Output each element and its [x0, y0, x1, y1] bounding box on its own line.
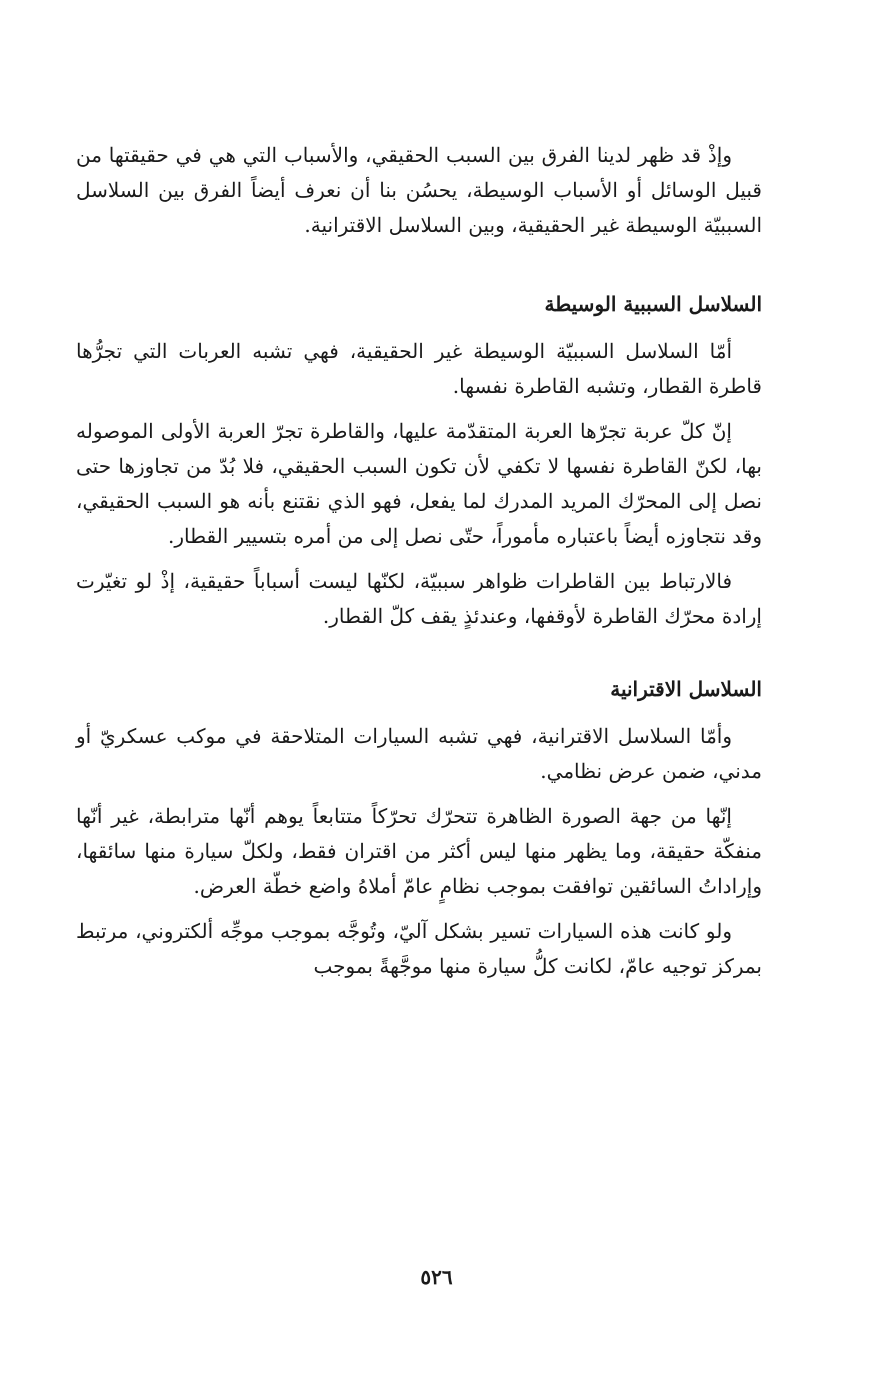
paragraph: إنّ كلّ عربة تجرّها العربة المتقدّمة عليها، والقاطرة تجرّ العربة الأولى الموصوله بها، لكنّ القاطرة نفسها لا تكفي لأن تكون السبب الحقيقي، فلا بُدّ من تجاوزها حتى نصل إلى المحرّك المريد المدرك لما يفعل، فهو الذي نقتنع بأنه هو السبب الحقيقي، وقد نتجاوزه أيضاً باعتباره مأموراً، حتّى نصل إلى من أمره بتسيير القطار. [76, 419, 762, 548]
section-heading-associative-chains: السلاسل الاقترانية [610, 677, 762, 701]
paragraph: ولو كانت هذه السيارات تسير بشكل آليّ، وتُوجَّه بموجب موجِّه ألكتروني، مرتبط بمركز توجيه عامّ، لكانت كلُّ سيارة منها موجَّهةً بموجب [76, 919, 762, 978]
paragraph: أمّا السلاسل السببيّة الوسيطة غير الحقيقية، فهي تشبه العربات التي تجرُّها قاطرة القطار، وتشبه القاطرة نفسها. [76, 339, 762, 398]
section-heading-intermediate-causal-chains: السلاسل السببية الوسيطة [544, 292, 762, 316]
intro-paragraph: وإذْ قد ظهر لدينا الفرق بين السبب الحقيقي، والأسباب التي هي في حقيقتها من قبيل الوسائل أو الأسباب الوسيطة، يحسُن بنا أن نعرف أيضاً الفرق بين السلاسل السببيّة الوسيطة غير الحقيقية، وبين السلاسل الاقترانية. [76, 143, 762, 237]
paragraph: فالارتباط بين القاطرات ظواهر سببيّة، لكنّها ليست أسباباً حقيقية، إذْ لو تغيّرت إرادة محرّك القاطرة لأوقفها، وعندئذٍ يقف كلّ القطار. [76, 569, 762, 628]
page-number: ٥٢٦ [420, 1265, 453, 1289]
page-body [76, 138, 762, 984]
paragraph: وأمّا السلاسل الاقترانية، فهي تشبه السيارات المتلاحقة في موكب عسكريّ أو مدني، ضمن عرض نظامي. [76, 724, 762, 783]
paragraph: إنّها من جهة الصورة الظاهرة تتحرّك تحرّكاً متتابعاً يوهم أنّها مترابطة، غير أنّها منفكّة حقيقة، وما يظهر منها ليس أكثر من اقتران فقط، ولكلّ سيارة منها سائقها، وإراداتُ السائقين توافقت بموجب نظامٍ عامّ أملاهُ واضع خطّة العرض. [76, 804, 762, 898]
